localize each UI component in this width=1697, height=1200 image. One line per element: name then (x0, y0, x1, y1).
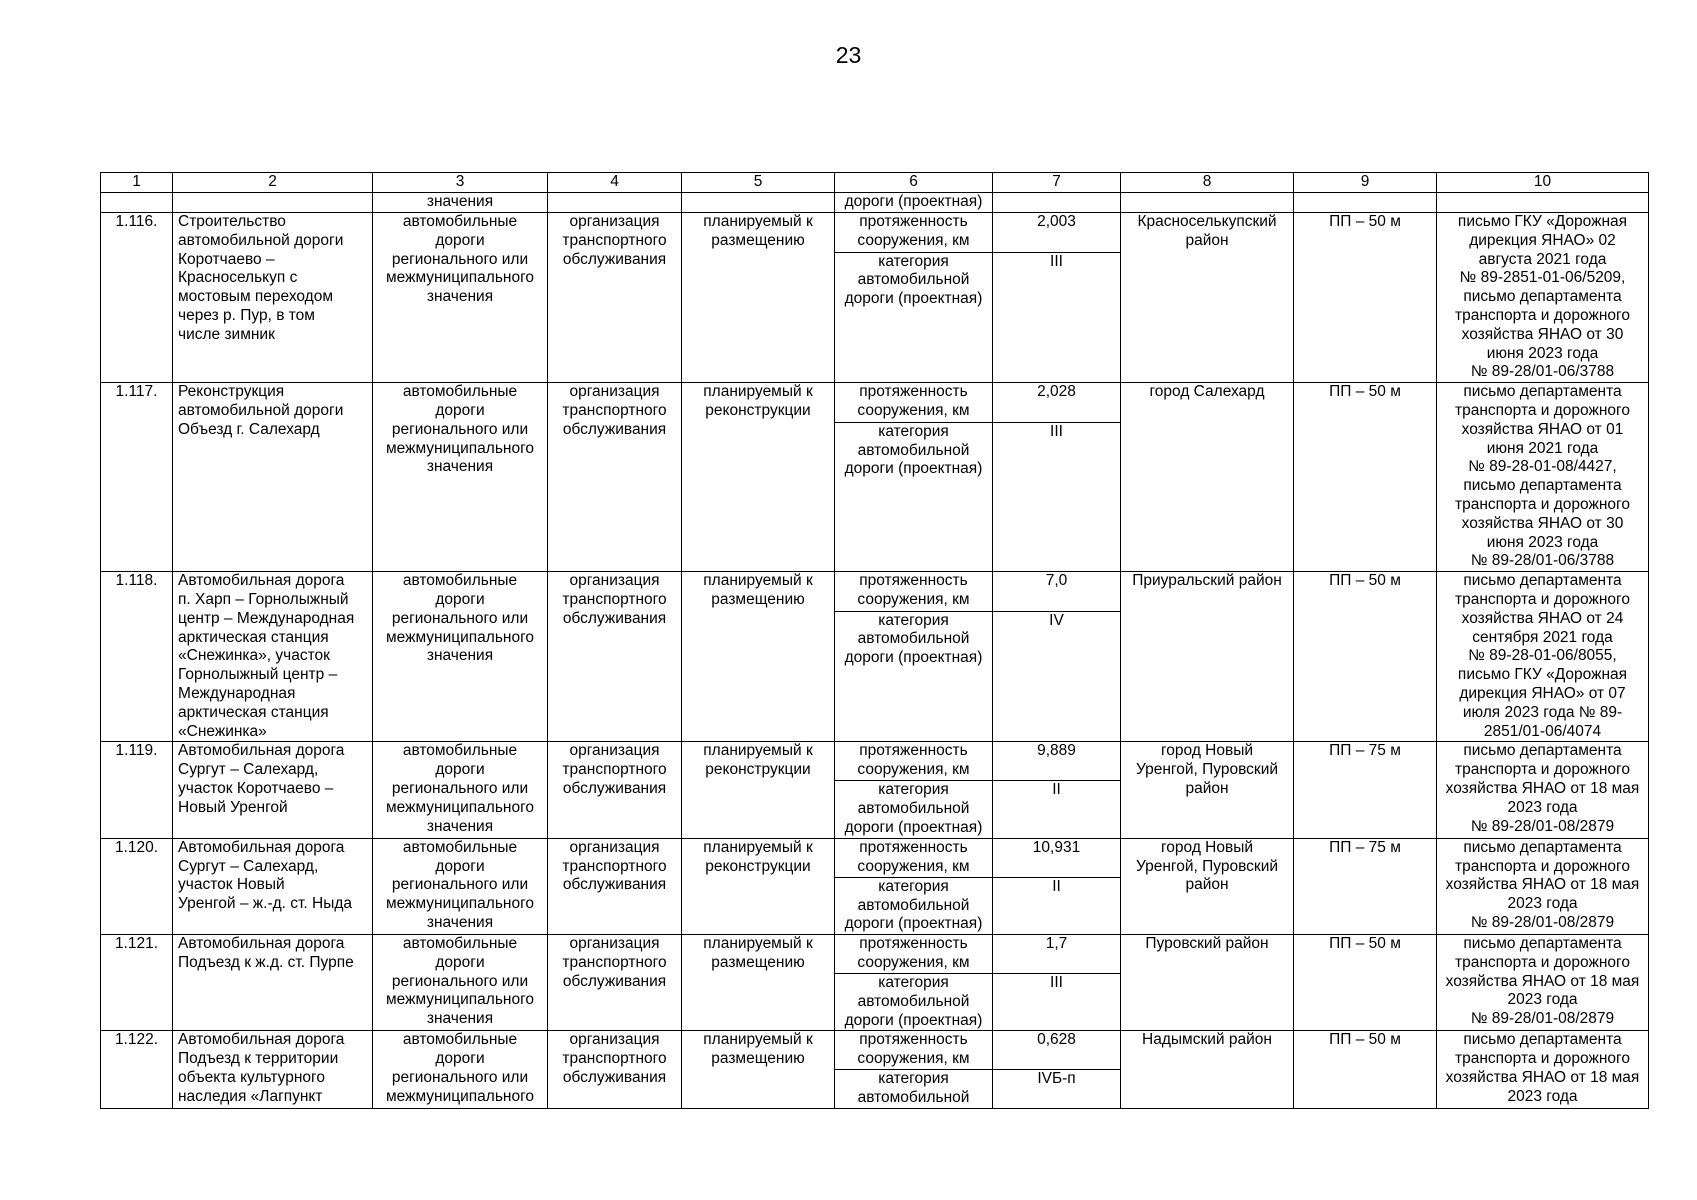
characteristic-length-value: 2,028 (993, 383, 1121, 423)
characteristic-category-label: категория автомобильной дороги (проектная) (835, 781, 993, 838)
object-basis: письмо ГКУ «Дорожная дирекция ЯНАО» 02 августа 2021 года № 89-2851-01-06/5209, письмо департамента транспорта и дорожного хозяйства ЯНАО от 30 июня 2023 года № 89-28/01-06/3788 (1437, 213, 1649, 383)
column-header: 4 (548, 173, 682, 193)
characteristic-length-label: протяженность сооружения, км (835, 213, 993, 253)
characteristic-length-label: протяженность сооружения, км (835, 383, 993, 423)
object-zone: ПП – 50 м (1294, 383, 1437, 572)
object-basis: письмо департамента транспорта и дорожного хозяйства ЯНАО от 18 мая 2023 года № 89-28/01-08/2879 (1437, 838, 1649, 934)
row-number: 1.118. (101, 572, 173, 742)
object-name: Автомобильная дорога п. Харп – Горнолыжный центр – Международная арктическая станция «Снежинка», участок Горнолыжный центр – Международная арктическая станция «Снежинка» (173, 572, 373, 742)
object-location: город Новый Уренгой, Пуровский район (1121, 838, 1294, 934)
object-purpose: организация транспортного обслуживания (548, 383, 682, 572)
object-status: планируемый к реконструкции (682, 742, 835, 838)
column-header: 8 (1121, 173, 1294, 193)
characteristic-category-value: IVБ-п (993, 1070, 1121, 1109)
object-purpose: организация транспортного обслуживания (548, 838, 682, 934)
characteristic-category-label: категория автомобильной (835, 1070, 993, 1109)
characteristic-length-value: 0,628 (993, 1031, 1121, 1070)
column-header: 5 (682, 173, 835, 193)
characteristic-category-label: категория автомобильной дороги (проектная) (835, 974, 993, 1031)
row-number: 1.121. (101, 935, 173, 1031)
characteristic-length-label: протяженность сооружения, км (835, 935, 993, 974)
object-type: автомобильные дороги регионального или межмуниципального значения (373, 572, 548, 742)
continuation-char-text: дороги (проектная) (835, 193, 993, 213)
object-basis: письмо департамента транспорта и дорожного хозяйства ЯНАО от 18 мая 2023 года (1437, 1031, 1649, 1109)
table-row (101, 213, 1649, 253)
characteristic-length-label: протяженность сооружения, км (835, 838, 993, 877)
row-number: 1.122. (101, 1031, 173, 1109)
characteristic-category-label: категория автомобильной дороги (проектная) (835, 877, 993, 934)
characteristic-length-value: 7,0 (993, 572, 1121, 612)
characteristic-length-label: протяженность сооружения, км (835, 1031, 993, 1070)
characteristic-length-label: протяженность сооружения, км (835, 572, 993, 612)
object-location: Красноселькупский район (1121, 213, 1294, 383)
characteristic-length-value: 9,889 (993, 742, 1121, 781)
object-purpose: организация транспортного обслуживания (548, 213, 682, 383)
object-zone: ПП – 50 м (1294, 572, 1437, 742)
object-location: Надымский район (1121, 1031, 1294, 1109)
continuation-row (101, 193, 1649, 213)
table-row (101, 838, 1649, 877)
characteristic-length-value: 10,931 (993, 838, 1121, 877)
object-location: Приуральский район (1121, 572, 1294, 742)
table-row (101, 935, 1649, 974)
characteristic-category-label: категория автомобильной дороги (проектная) (835, 611, 993, 742)
table-row (101, 1031, 1649, 1070)
characteristic-category-value: II (993, 781, 1121, 838)
object-name: Автомобильная дорога Подъезд к территории объекта культурного наследия «Лагпункт (173, 1031, 373, 1109)
object-type: автомобильные дороги регионального или межмуниципального значения (373, 742, 548, 838)
object-type: автомобильные дороги регионального или межмуниципального (373, 1031, 548, 1109)
object-name: Строительство автомобильной дороги Коротчаево – Красноселькуп с мостовым переходом через р. Пур, в том числе зимник (173, 213, 373, 383)
row-number: 1.119. (101, 742, 173, 838)
object-zone: ПП – 50 м (1294, 213, 1437, 383)
column-header: 6 (835, 173, 993, 193)
object-zone: ПП – 75 м (1294, 838, 1437, 934)
column-header: 2 (173, 173, 373, 193)
object-status: планируемый к размещению (682, 935, 835, 1031)
object-basis: письмо департамента транспорта и дорожного хозяйства ЯНАО от 01 июня 2021 года № 89-28-01-08/4427, письмо департамента транспорта и дорожного хозяйства ЯНАО от 30 июня 2023 года № 89-28/01-06/3788 (1437, 383, 1649, 572)
continuation-type-text: значения (373, 193, 548, 213)
object-basis: письмо департамента транспорта и дорожного хозяйства ЯНАО от 18 мая 2023 года № 89-28/01-08/2879 (1437, 935, 1649, 1031)
characteristic-category-value: II (993, 877, 1121, 934)
table-row (101, 742, 1649, 781)
object-zone: ПП – 50 м (1294, 1031, 1437, 1109)
objects-table (100, 172, 1649, 1109)
characteristic-category-label: категория автомобильной дороги (проектная) (835, 422, 993, 571)
page-number: 23 (835, 42, 862, 68)
object-status: планируемый к реконструкции (682, 383, 835, 572)
row-number: 1.120. (101, 838, 173, 934)
object-name: Реконструкция автомобильной дороги Объезд г. Салехард (173, 383, 373, 572)
column-header: 7 (993, 173, 1121, 193)
column-numbers-row (101, 173, 1649, 193)
column-header: 9 (1294, 173, 1437, 193)
object-type: автомобильные дороги регионального или межмуниципального значения (373, 838, 548, 934)
characteristic-length-value: 2,003 (993, 213, 1121, 253)
column-header: 1 (101, 173, 173, 193)
table-row (101, 572, 1649, 612)
object-name: Автомобильная дорога Подъезд к ж.д. ст. Пурпе (173, 935, 373, 1031)
object-location: Пуровский район (1121, 935, 1294, 1031)
object-name: Автомобильная дорога Сургут – Салехард, участок Новый Уренгой – ж.-д. ст. Ныда (173, 838, 373, 934)
object-type: автомобильные дороги регионального или межмуниципального значения (373, 213, 548, 383)
object-purpose: организация транспортного обслуживания (548, 742, 682, 838)
characteristic-category-label: категория автомобильной дороги (проектная) (835, 252, 993, 383)
object-basis: письмо департамента транспорта и дорожного хозяйства ЯНАО от 24 сентября 2021 года № 89-28-01-06/8055, письмо ГКУ «Дорожная дирекция ЯНАО» от 07 июля 2023 года № 89- 2851/01-06/4074 (1437, 572, 1649, 742)
object-type: автомобильные дороги регионального или межмуниципального значения (373, 383, 548, 572)
characteristic-category-value: III (993, 422, 1121, 571)
column-header: 10 (1437, 173, 1649, 193)
object-status: планируемый к размещению (682, 1031, 835, 1109)
characteristic-length-value: 1,7 (993, 935, 1121, 974)
object-type: автомобильные дороги регионального или межмуниципального значения (373, 935, 548, 1031)
row-number: 1.117. (101, 383, 173, 572)
object-status: планируемый к размещению (682, 213, 835, 383)
row-number: 1.116. (101, 213, 173, 383)
object-purpose: организация транспортного обслуживания (548, 1031, 682, 1109)
characteristic-category-value: III (993, 974, 1121, 1031)
object-location: город Новый Уренгой, Пуровский район (1121, 742, 1294, 838)
object-name: Автомобильная дорога Сургут – Салехард, участок Коротчаево – Новый Уренгой (173, 742, 373, 838)
object-zone: ПП – 75 м (1294, 742, 1437, 838)
object-purpose: организация транспортного обслуживания (548, 572, 682, 742)
table-row (101, 383, 1649, 423)
object-status: планируемый к размещению (682, 572, 835, 742)
column-header: 3 (373, 173, 548, 193)
object-basis: письмо департамента транспорта и дорожного хозяйства ЯНАО от 18 мая 2023 года № 89-28/01-08/2879 (1437, 742, 1649, 838)
characteristic-category-value: IV (993, 611, 1121, 742)
object-purpose: организация транспортного обслуживания (548, 935, 682, 1031)
object-status: планируемый к реконструкции (682, 838, 835, 934)
object-location: город Салехард (1121, 383, 1294, 572)
characteristic-length-label: протяженность сооружения, км (835, 742, 993, 781)
object-zone: ПП – 50 м (1294, 935, 1437, 1031)
characteristic-category-value: III (993, 252, 1121, 383)
